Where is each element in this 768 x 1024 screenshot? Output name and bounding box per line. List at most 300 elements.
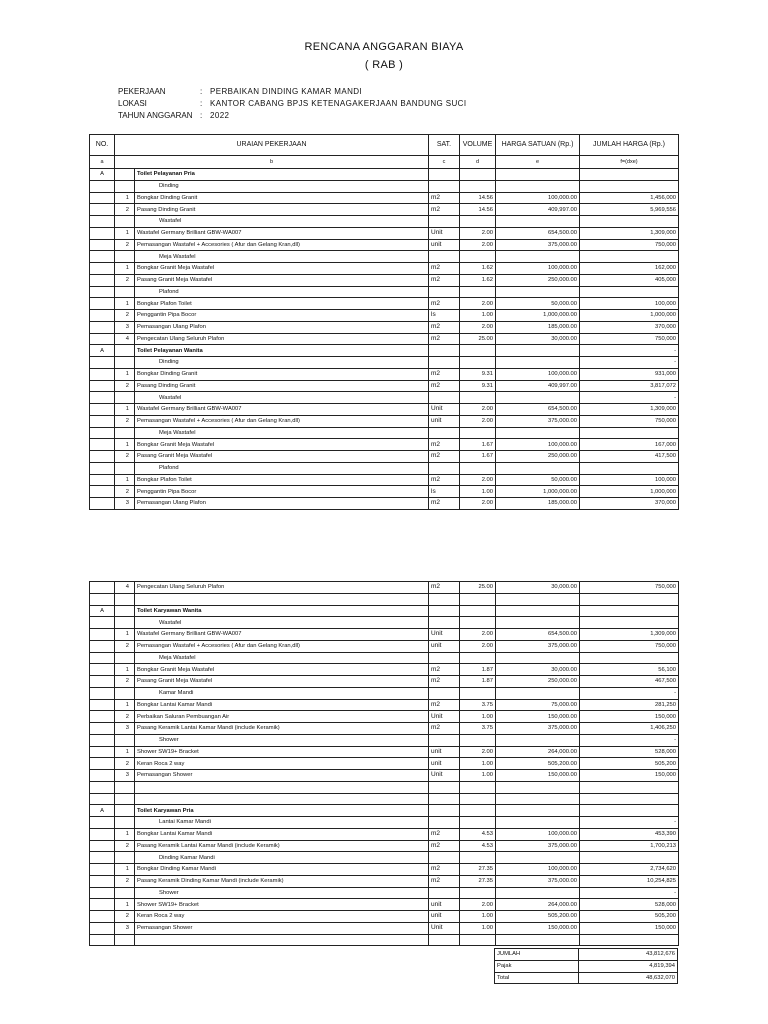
cell-no xyxy=(90,357,115,369)
table-row xyxy=(90,734,679,746)
meta-row: TAHUN ANGGARAN : 2022 xyxy=(118,111,230,120)
cell-total-price: - xyxy=(580,734,679,746)
cell-item-number xyxy=(115,852,135,864)
meta-value: PERBAIKAN DINDING KAMAR MANDI xyxy=(210,87,363,96)
cell-unit-price: 100,000.00 xyxy=(496,192,580,204)
cell-volume: 1.00 xyxy=(460,711,496,723)
cell-no xyxy=(90,474,115,486)
table-row xyxy=(90,333,679,345)
cell-no xyxy=(90,911,115,923)
cell-description: Bongkar Dinding Granit xyxy=(135,192,429,204)
cell-volume: 2.00 xyxy=(460,899,496,911)
cell-no xyxy=(90,498,115,510)
cell-total-price xyxy=(580,251,679,263)
cell-unit: m2 xyxy=(429,333,460,345)
cell-total-price: 162,000 xyxy=(580,263,679,275)
cell-no xyxy=(90,368,115,380)
cell-unit-price xyxy=(496,427,580,439)
cell-total-price: 467,500 xyxy=(580,676,679,688)
document-subtitle: ( RAB ) xyxy=(364,59,404,71)
cell-no xyxy=(90,676,115,688)
cell-unit-price xyxy=(496,781,580,793)
col-header-no: NO. xyxy=(90,135,115,156)
cell-total-price: 1,406,250 xyxy=(580,723,679,735)
cell-unit: m2 xyxy=(429,298,460,310)
cell-volume: 2.00 xyxy=(460,239,496,251)
total-row-pajak xyxy=(495,960,678,972)
cell-no xyxy=(90,875,115,887)
cell-unit xyxy=(429,286,460,298)
cell-item-number: 3 xyxy=(115,922,135,934)
table-row xyxy=(90,593,679,605)
cell-total-price: 417,500 xyxy=(580,451,679,463)
cell-unit: Unit xyxy=(429,227,460,239)
cell-description: Dinding xyxy=(135,180,429,192)
cell-unit: m2 xyxy=(429,263,460,275)
cell-volume: 3.75 xyxy=(460,723,496,735)
table-row xyxy=(90,640,679,652)
cell-item-number: 1 xyxy=(115,746,135,758)
cell-unit: m2 xyxy=(429,321,460,333)
cell-item-number: 2 xyxy=(115,758,135,770)
cell-unit: m2 xyxy=(429,192,460,204)
cell-no xyxy=(90,593,115,605)
cell-unit-price xyxy=(496,734,580,746)
cell-unit: m2 xyxy=(429,474,460,486)
subheader-volume: d xyxy=(460,156,496,169)
document-title: RENCANA ANGGARAN BIAYA xyxy=(304,41,464,53)
cell-no xyxy=(90,263,115,275)
subheader-uraian: b xyxy=(115,156,429,169)
cell-volume xyxy=(460,216,496,228)
cell-item-number: 2 xyxy=(115,840,135,852)
cell-no xyxy=(90,415,115,427)
cell-unit: m2 xyxy=(429,451,460,463)
table-row xyxy=(90,204,679,216)
cell-description: Lantai Kamar Mandi xyxy=(135,817,429,829)
cell-description: Pasang Dinding Granit xyxy=(135,204,429,216)
cell-unit xyxy=(429,793,460,805)
cell-unit xyxy=(429,652,460,664)
cell-volume: 1.00 xyxy=(460,911,496,923)
total-label: JUMLAH xyxy=(495,949,579,961)
cell-unit-price: 375,000.00 xyxy=(496,723,580,735)
cell-volume: 1.00 xyxy=(460,922,496,934)
cell-unit-price xyxy=(496,345,580,357)
cell-unit-price xyxy=(496,286,580,298)
subheader-sat: c xyxy=(429,156,460,169)
cell-item-number xyxy=(115,593,135,605)
cell-unit xyxy=(429,805,460,817)
cell-volume: 25.00 xyxy=(460,582,496,594)
cell-item-number: 3 xyxy=(115,723,135,735)
cell-no xyxy=(90,462,115,474)
cell-unit-price xyxy=(496,687,580,699)
cell-volume xyxy=(460,169,496,181)
cell-total-price: 100,000 xyxy=(580,474,679,486)
cell-item-number: 2 xyxy=(115,711,135,723)
total-label: Pajak xyxy=(495,960,579,972)
cell-item-number: 1 xyxy=(115,404,135,416)
cell-no xyxy=(90,427,115,439)
cell-unit-price: 375,000.00 xyxy=(496,415,580,427)
cell-total-price xyxy=(580,934,679,946)
cell-volume: 9.31 xyxy=(460,368,496,380)
cell-description: Penggantin Pipa Bocor xyxy=(135,310,429,322)
cell-no xyxy=(90,380,115,392)
cell-description: Plafond xyxy=(135,462,429,474)
table-row xyxy=(90,911,679,923)
cell-unit: Unit xyxy=(429,922,460,934)
table-row xyxy=(90,321,679,333)
cell-item-number: 1 xyxy=(115,263,135,275)
cell-description: Pemasangan Ulang Plafon xyxy=(135,498,429,510)
cell-no xyxy=(90,723,115,735)
cell-item-number: 2 xyxy=(115,676,135,688)
cell-unit-price xyxy=(496,251,580,263)
cell-unit: m2 xyxy=(429,840,460,852)
cell-unit xyxy=(429,169,460,181)
table-row xyxy=(90,758,679,770)
cell-volume: 4.53 xyxy=(460,840,496,852)
cell-description: Toilet Pelayanan Pria xyxy=(135,169,429,181)
cell-volume: 1.00 xyxy=(460,486,496,498)
meta-row: PEKERJAAN : PERBAIKAN DINDING KAMAR MANDI xyxy=(118,87,363,96)
cell-item-number: 3 xyxy=(115,770,135,782)
cell-total-price xyxy=(580,286,679,298)
table-row xyxy=(90,380,679,392)
cell-unit-price: 100,000.00 xyxy=(496,263,580,275)
cell-volume xyxy=(460,345,496,357)
cell-no xyxy=(90,922,115,934)
cell-item-number: 1 xyxy=(115,192,135,204)
table-row xyxy=(90,852,679,864)
cell-no xyxy=(90,486,115,498)
cell-description: Shower SW19+ Bracket xyxy=(135,899,429,911)
cell-total-price: 150,000 xyxy=(580,770,679,782)
table-row xyxy=(90,922,679,934)
total-value: 43,812,676 xyxy=(579,949,678,961)
cell-unit-price: 150,000.00 xyxy=(496,770,580,782)
col-header-volume: VOLUME xyxy=(460,135,496,156)
cell-volume: 1.67 xyxy=(460,451,496,463)
cell-no xyxy=(90,451,115,463)
cell-total-price: 370,000 xyxy=(580,321,679,333)
cell-no xyxy=(90,629,115,641)
cell-unit: m2 xyxy=(429,699,460,711)
table-row xyxy=(90,298,679,310)
cell-item-number: 1 xyxy=(115,368,135,380)
cell-unit-price xyxy=(496,805,580,817)
cell-unit xyxy=(429,345,460,357)
cell-no xyxy=(90,864,115,876)
cell-no xyxy=(90,793,115,805)
cell-item-number xyxy=(115,251,135,263)
cell-unit-price: 654,500.00 xyxy=(496,227,580,239)
cell-description: Bongkar Plafon Toilet xyxy=(135,474,429,486)
cell-item-number: 2 xyxy=(115,486,135,498)
cell-description: Bongkar Granit Meja Wastafel xyxy=(135,263,429,275)
table-row xyxy=(90,582,679,594)
cell-volume xyxy=(460,593,496,605)
cell-no xyxy=(90,840,115,852)
cell-no xyxy=(90,227,115,239)
cell-description: Meja Wastafel xyxy=(135,427,429,439)
cell-item-number: 2 xyxy=(115,451,135,463)
table-row xyxy=(90,746,679,758)
cell-unit-price: 150,000.00 xyxy=(496,922,580,934)
cell-unit: unit xyxy=(429,911,460,923)
meta-value: KANTOR CABANG BPJS KETENAGAKERJAAN BANDUNG SUCI xyxy=(210,99,467,108)
cell-item-number xyxy=(115,392,135,404)
cell-unit: unit xyxy=(429,746,460,758)
table-row xyxy=(90,274,679,286)
cell-total-price xyxy=(580,605,679,617)
cell-no xyxy=(90,286,115,298)
cell-volume: 1.87 xyxy=(460,664,496,676)
cell-item-number: 1 xyxy=(115,629,135,641)
cell-unit-price: 50,000.00 xyxy=(496,474,580,486)
table-row xyxy=(90,392,679,404)
cell-total-price: 405,000 xyxy=(580,274,679,286)
col-header-uraian: URAIAN PEKERJAAN xyxy=(115,135,429,156)
table-row xyxy=(90,439,679,451)
cell-item-number: 1 xyxy=(115,664,135,676)
cell-unit-price xyxy=(496,357,580,369)
cell-description: Bongkar Dinding Kamar Mandi xyxy=(135,864,429,876)
cell-item-number xyxy=(115,734,135,746)
cell-total-price: - xyxy=(580,817,679,829)
cell-unit-price xyxy=(496,652,580,664)
table-row xyxy=(90,486,679,498)
cell-unit xyxy=(429,462,460,474)
cell-no xyxy=(90,216,115,228)
cell-unit: Unit xyxy=(429,711,460,723)
cell-unit-price: 100,000.00 xyxy=(496,828,580,840)
cell-unit-price: 250,000.00 xyxy=(496,676,580,688)
cell-unit: unit xyxy=(429,758,460,770)
cell-total-price: 150,000 xyxy=(580,711,679,723)
cell-description: Wastafel xyxy=(135,617,429,629)
cell-total-price xyxy=(580,805,679,817)
cell-item-number xyxy=(115,427,135,439)
cell-unit xyxy=(429,392,460,404)
cell-unit xyxy=(429,887,460,899)
cell-item-number xyxy=(115,687,135,699)
cell-item-number: 2 xyxy=(115,415,135,427)
total-value: 48,632,070 xyxy=(579,972,678,984)
cell-unit-price: 375,000.00 xyxy=(496,640,580,652)
cell-unit-price: 505,200.00 xyxy=(496,758,580,770)
cell-volume xyxy=(460,793,496,805)
cell-item-number xyxy=(115,934,135,946)
cell-item-number: 2 xyxy=(115,380,135,392)
cell-volume xyxy=(460,652,496,664)
header-row xyxy=(90,135,679,156)
table-row xyxy=(90,664,679,676)
cell-unit-price: 75,000.00 xyxy=(496,699,580,711)
cell-total-price: 505,200 xyxy=(580,911,679,923)
cell-unit-price: 375,000.00 xyxy=(496,239,580,251)
cell-volume: 27.35 xyxy=(460,875,496,887)
cell-volume xyxy=(460,817,496,829)
cell-description: Pasang Keramik Dinding Kamar Mandi (include Keramik) xyxy=(135,875,429,887)
subheader-harga: e xyxy=(496,156,580,169)
cell-volume: 2.00 xyxy=(460,404,496,416)
cell-description: Wastafel xyxy=(135,392,429,404)
cell-no xyxy=(90,828,115,840)
cell-total-price xyxy=(580,216,679,228)
subheader-no: a xyxy=(90,156,115,169)
total-row-total xyxy=(495,972,678,984)
cell-total-price: 750,000 xyxy=(580,333,679,345)
cell-total-price: 100,000 xyxy=(580,298,679,310)
cell-volume: 2.00 xyxy=(460,474,496,486)
cell-volume xyxy=(460,617,496,629)
cell-total-price xyxy=(580,462,679,474)
table-row xyxy=(90,345,679,357)
cell-unit-price: 264,000.00 xyxy=(496,746,580,758)
cell-description: Shower xyxy=(135,734,429,746)
cell-total-price xyxy=(580,652,679,664)
table-row xyxy=(90,652,679,664)
cell-no: A xyxy=(90,345,115,357)
cell-volume xyxy=(460,852,496,864)
cell-unit-price xyxy=(496,887,580,899)
cell-volume xyxy=(460,462,496,474)
table-row xyxy=(90,817,679,829)
table-row xyxy=(90,451,679,463)
cell-volume xyxy=(460,934,496,946)
cell-description: Toilet Karyawan Wanita xyxy=(135,605,429,617)
cell-total-price: - xyxy=(580,357,679,369)
cell-volume: 25.00 xyxy=(460,333,496,345)
cell-unit-price: 30,000.00 xyxy=(496,664,580,676)
cell-no xyxy=(90,852,115,864)
cell-description: Bongkar Granit Meja Wastafel xyxy=(135,664,429,676)
cell-unit-price: 30,000.00 xyxy=(496,582,580,594)
cell-volume xyxy=(460,357,496,369)
cell-volume: 2.00 xyxy=(460,498,496,510)
cell-item-number xyxy=(115,817,135,829)
cell-total-price xyxy=(580,427,679,439)
cell-volume xyxy=(460,687,496,699)
cell-unit-price xyxy=(496,180,580,192)
cell-total-price: 10,254,825 xyxy=(580,875,679,887)
cell-unit-price: 409,997.00 xyxy=(496,204,580,216)
cell-volume: 9.31 xyxy=(460,380,496,392)
cell-item-number: 1 xyxy=(115,828,135,840)
subheader-row xyxy=(90,156,679,169)
table-row xyxy=(90,899,679,911)
cell-unit-price: 1,000,000.00 xyxy=(496,486,580,498)
table-row xyxy=(90,723,679,735)
cell-total-price: - xyxy=(580,887,679,899)
cell-total-price: 150,000 xyxy=(580,922,679,934)
cell-item-number: 1 xyxy=(115,899,135,911)
meta-value: 2022 xyxy=(210,111,230,120)
cell-description: Pemasangan Wastafel + Accesories ( Afur dan Gelang Kran,dll) xyxy=(135,415,429,427)
cell-unit xyxy=(429,593,460,605)
table-row xyxy=(90,180,679,192)
cell-volume xyxy=(460,251,496,263)
table-row xyxy=(90,474,679,486)
table-row xyxy=(90,887,679,899)
cell-no xyxy=(90,746,115,758)
table-row xyxy=(90,687,679,699)
cell-unit: m2 xyxy=(429,274,460,286)
cell-description: Wastafel xyxy=(135,216,429,228)
table-row xyxy=(90,239,679,251)
cell-total-price: 1,000,000 xyxy=(580,486,679,498)
cell-total-price: 1,700,213 xyxy=(580,840,679,852)
cell-no xyxy=(90,899,115,911)
cell-item-number: 2 xyxy=(115,274,135,286)
cell-unit-price xyxy=(496,392,580,404)
cell-unit xyxy=(429,251,460,263)
cell-no: A xyxy=(90,605,115,617)
table-row xyxy=(90,793,679,805)
meta-row: LOKASI : KANTOR CABANG BPJS KETENAGAKERJAAN BANDUNG SUCI xyxy=(118,99,467,108)
cell-description: Pemasangan Shower xyxy=(135,770,429,782)
cell-unit xyxy=(429,180,460,192)
cell-total-price: - xyxy=(580,345,679,357)
cell-no xyxy=(90,321,115,333)
cell-description: Pemasangan Wastafel + Accesories ( Afur dan Gelang Kran,dll) xyxy=(135,640,429,652)
cell-unit: m2 xyxy=(429,368,460,380)
table-row xyxy=(90,629,679,641)
cell-unit: m2 xyxy=(429,875,460,887)
cell-description: Shower SW19+ Bracket xyxy=(135,746,429,758)
cell-total-price: 528,000 xyxy=(580,899,679,911)
cell-unit-price xyxy=(496,934,580,946)
table-row xyxy=(90,462,679,474)
cell-item-number: 3 xyxy=(115,321,135,333)
cell-volume: 3.75 xyxy=(460,699,496,711)
table-row xyxy=(90,805,679,817)
table-row xyxy=(90,840,679,852)
cell-item-number xyxy=(115,216,135,228)
cell-unit xyxy=(429,781,460,793)
cell-unit-price: 375,000.00 xyxy=(496,840,580,852)
cell-no xyxy=(90,439,115,451)
cell-unit-price: 150,000.00 xyxy=(496,711,580,723)
cell-no xyxy=(90,582,115,594)
cell-total-price: 505,200 xyxy=(580,758,679,770)
cell-unit: Unit xyxy=(429,404,460,416)
cell-unit xyxy=(429,734,460,746)
cell-unit-price xyxy=(496,793,580,805)
cell-unit: m2 xyxy=(429,864,460,876)
table-row xyxy=(90,828,679,840)
cell-description: Pemasangan Ulang Plafon xyxy=(135,321,429,333)
cell-total-price: 453,390 xyxy=(580,828,679,840)
cell-description: Toilet Pelayanan Wanita xyxy=(135,345,429,357)
cell-volume: 1.62 xyxy=(460,274,496,286)
cell-unit: m2 xyxy=(429,204,460,216)
cell-item-number: 1 xyxy=(115,699,135,711)
table-row xyxy=(90,781,679,793)
cell-total-price: 931,000 xyxy=(580,368,679,380)
table-row xyxy=(90,192,679,204)
table-row xyxy=(90,699,679,711)
cell-no xyxy=(90,934,115,946)
cell-description: Pemasangan Shower xyxy=(135,922,429,934)
cell-total-price: - xyxy=(580,392,679,404)
table-row xyxy=(90,934,679,946)
total-label: Total xyxy=(495,972,579,984)
cell-total-price: 750,000 xyxy=(580,239,679,251)
